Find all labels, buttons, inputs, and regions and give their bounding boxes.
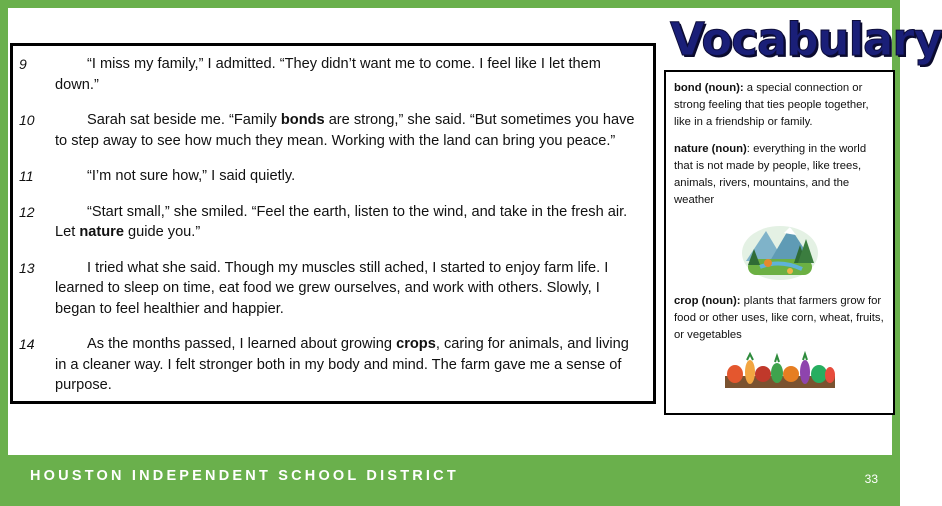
page-number: 33	[864, 472, 878, 486]
vocab-entry-nature	[674, 141, 886, 209]
paragraph-number: 14	[19, 336, 35, 352]
vocab-definition: a special connection or strong feeling that ties people together, like in a friendship or family.	[674, 82, 869, 128]
vocab-definition: plants that farmers grow for food or other uses, like corn, wheat, fruits, or vegetables	[674, 295, 884, 341]
paragraph-text: , caring for animals, and living in a cleaner way. I felt stronger both in my body and mind. The farm gave me a sense of purpose.	[55, 336, 629, 393]
paragraph-text: “I’m not sure how,” I said quietly.	[87, 168, 296, 184]
vocab-definition: : everything in the world that is not made by people, like trees, animals, rivers, mountains, and the weather	[674, 143, 867, 206]
vocab-term: nature (noun)	[674, 143, 747, 155]
paragraph-12	[13, 202, 641, 243]
paragraph-text: are strong,” she said. “But sometimes you have to step away to see how much they mean. Working with the land can bring you peace.”	[55, 112, 635, 149]
paragraph-text: “Start small,” she smiled. “Feel the earth, listen to the wind, and take in the fresh air. Let	[55, 203, 628, 240]
reading-passage	[10, 43, 656, 404]
paragraph-text: Sarah sat beside me. “Family	[87, 112, 281, 128]
paragraph-10	[13, 110, 641, 151]
paragraph-text: guide you.”	[123, 224, 201, 240]
vocab-term: crop (noun):	[674, 295, 741, 307]
nature-landscape-image	[740, 219, 820, 281]
vocab-entry-bond	[674, 80, 886, 131]
paragraph-13	[13, 258, 641, 320]
paragraph-11	[13, 166, 641, 187]
vocabulary-box	[664, 70, 895, 415]
vocabulary-title: Vocabulary	[670, 13, 942, 66]
paragraph-text: I tried what she said. Though my muscles still ached, I started to enjoy farm life. I learned to sleep on time, eat food we grew ourselves, and work with others. Slowly, I began to feel healthier and happier.	[55, 259, 609, 317]
vocab-word: crops	[396, 336, 436, 352]
paragraph-number: 9	[19, 56, 27, 72]
vegetables-image	[725, 354, 835, 388]
paragraph-number: 13	[19, 259, 35, 276]
paragraph-14	[13, 334, 641, 396]
paragraph-number: 12	[19, 203, 35, 220]
paragraph-text: “I miss my family,” I admitted. “They didn’t want me to come. I feel like I let them down.”	[55, 56, 601, 93]
paragraph-text: As the months passed, I learned about growing	[87, 336, 397, 352]
vocab-word: nature	[79, 224, 124, 240]
paragraph-number: 11	[19, 168, 34, 184]
vocab-entry-crop	[674, 293, 886, 344]
district-name: HOUSTON INDEPENDENT SCHOOL DISTRICT	[30, 468, 459, 484]
vocab-term: bond (noun):	[674, 82, 744, 94]
vocab-word: bonds	[280, 112, 325, 128]
paragraph-number: 10	[19, 112, 35, 128]
paragraph-9	[13, 54, 641, 95]
